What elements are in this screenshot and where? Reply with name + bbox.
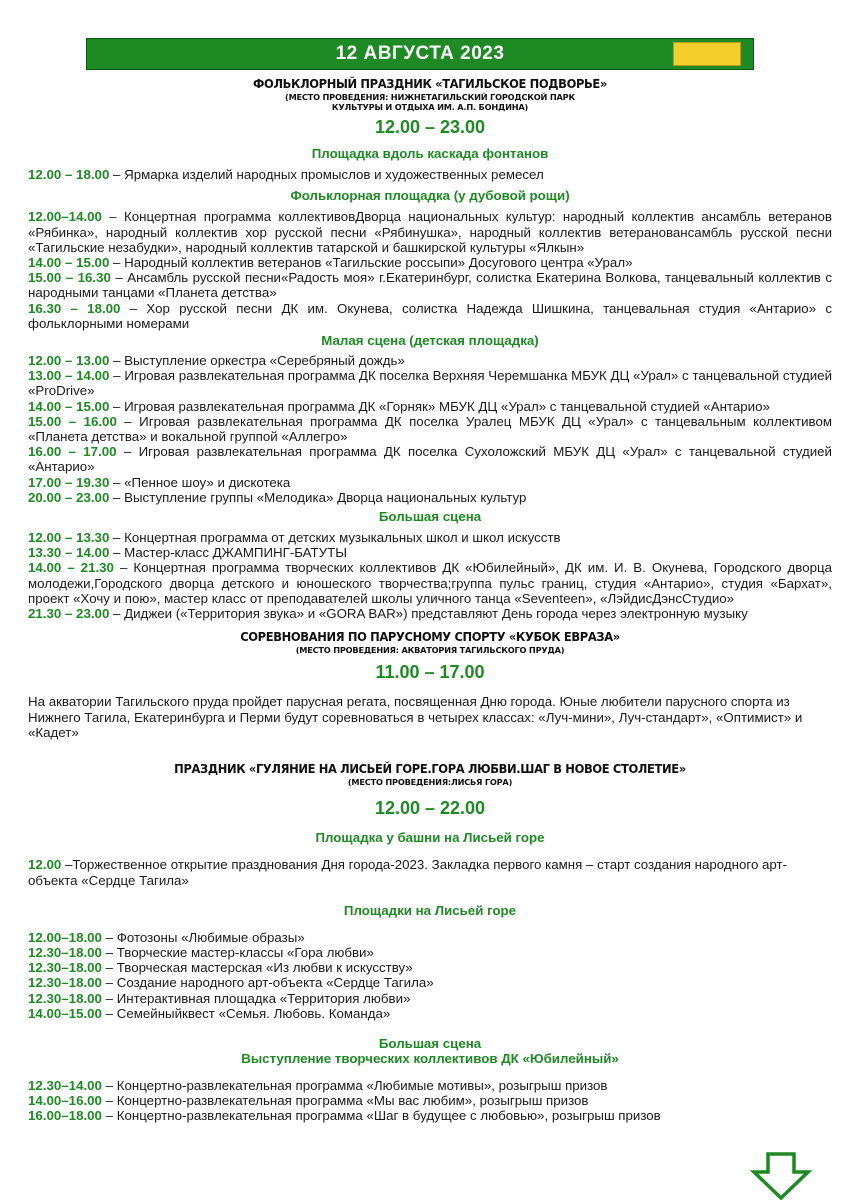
item-time: 12.30–18.00 — [28, 960, 102, 976]
item-time: 15.00 – 16.30 — [28, 270, 111, 286]
item-text: – Концертно-развлекательная программа «Любимые мотивы», розыгрыш призов — [101, 1077, 608, 1093]
event-place: КУЛЬТУРЫ И ОТДЫХА ИМ. А.П. БОНДИНА) — [331, 102, 529, 113]
schedule-item — [28, 1093, 832, 1108]
item-text: – Выступление группы «Мелодика» Дворца национальных культур — [109, 489, 527, 505]
schedule-item — [28, 1078, 832, 1093]
item-time: 15.00 – 16.00 — [28, 413, 117, 429]
schedule-item — [28, 960, 832, 975]
item-time: 14.00 – 15.00 — [28, 398, 110, 414]
schedule-item — [28, 1108, 832, 1123]
item-text: – Творческая мастерская «Из любви к искусству» — [101, 960, 413, 976]
item-text: – Народный коллектив ветеранов «Тагильские россыпи» Досугового центра «Урал» — [109, 255, 633, 271]
item-time: 12.30–14.00 — [28, 1077, 102, 1093]
schedule-item — [28, 530, 832, 545]
event-title: ПРАЗДНИК «ГУЛЯНИЕ НА ЛИСЬЕЙ ГОРЕ.ГОРА ЛЮБВИ.ШАГ В НОВОЕ СТОЛЕТИЕ» — [174, 761, 686, 777]
item-text: – Ансамбль русской песни«Радость моя» г.Екатеринбург, солистка Екатерина Волкова, танцевальный коллектив с народными танцами «Планета детства» — [28, 270, 832, 301]
item-time: 12.00–14.00 — [28, 209, 102, 225]
event-title: СОРЕВНОВАНИЯ ПО ПАРУСНОМУ СПОРТУ «КУБОК ЕВРАЗА» — [240, 629, 620, 645]
item-text: – Ярмарка изделий народных промыслов и художественных ремесел — [109, 167, 544, 183]
date-title: 12 АВГУСТА 2023 — [335, 43, 505, 64]
schedule-item — [28, 857, 832, 887]
item-time: 12.30–18.00 — [28, 944, 102, 960]
schedule-item — [28, 414, 832, 444]
venue-title: Площадка вдоль каскада фонтанов — [311, 146, 549, 162]
event-time: 12.00 – 22.00 — [374, 798, 486, 819]
item-time: 20.00 – 23.00 — [28, 489, 110, 505]
item-text: – Выступление оркестра «Серебряный дождь» — [109, 353, 405, 369]
item-text: – Хор русской песни ДК им. Окунева, солистка Надежда Шишкина, танцевальная студия «Антарио» с фольклорными номерами — [28, 300, 833, 331]
venue-subtitle: Выступление творческих коллективов ДК «Юбилейный» — [241, 1050, 619, 1066]
schedule-item — [28, 167, 832, 182]
event-title: ФОЛЬКЛОРНЫЙ ПРАЗДНИК «ТАГИЛЬСКОЕ ПОДВОРЬЕ» — [253, 76, 607, 91]
schedule-item — [28, 270, 832, 300]
schedule-item — [28, 475, 832, 490]
venue-title: Площадки на Лисьей горе — [343, 902, 517, 918]
venue-title: Большая сцена — [378, 1035, 482, 1051]
event-place: (МЕСТО ПРОВЕДЕНИЯ:ЛИСЬЯ ГОРА) — [347, 777, 513, 788]
item-time: 17.00 – 19.30 — [28, 474, 110, 490]
item-text: – Концертная программа от детских музыкальных школ и школ искусств — [109, 530, 561, 546]
venue-title: Большая сцена — [378, 509, 482, 525]
item-text: – «Пенное шоу» и дискотека — [109, 474, 291, 490]
item-time: 21.30 – 23.00 — [28, 606, 110, 622]
item-text: – Диджеи («Территория звука» и «GORA BAR») представляют День города через электронную музыку — [109, 606, 748, 622]
venue-title: Фольклорная площадка (у дубовой рощи) — [290, 188, 570, 204]
banner-accent — [673, 42, 741, 66]
schedule-item — [28, 545, 832, 560]
item-text: –Торжественное открытие празднования Дня города-2023. Закладка первого камня – старт создания народного арт-объекта «Сердце Тагила» — [28, 857, 788, 888]
item-time: 16.00–18.00 — [28, 1108, 102, 1124]
schedule-item — [28, 444, 832, 474]
schedule-item — [28, 353, 832, 368]
item-time: 12.00 – 13.30 — [28, 530, 110, 546]
event-place: (МЕСТО ПРОВЕДЕНИЯ: НИЖНЕТАГИЛЬСКИЙ ГОРОДСКОЙ ПАРК — [285, 92, 575, 103]
item-text: – Семейныйквест «Семья. Любовь. Команда» — [101, 1005, 391, 1021]
schedule-item — [28, 255, 832, 270]
item-text: – Игровая развлекательная программа ДК «Горняк» МБУК ДЦ «Урал» с танцевальной студией «Антарио» — [109, 398, 770, 414]
item-time: 16.30 – 18.00 — [28, 300, 121, 316]
event-time: 12.00 – 23.00 — [374, 117, 486, 138]
event-place: (МЕСТО ПРОВЕДЕНИЯ: АКВАТОРИЯ ТАГИЛЬСКОГО ПРУДА) — [295, 645, 565, 656]
schedule-item — [28, 945, 832, 960]
item-time: 14.00 – 21.30 — [28, 560, 114, 576]
item-text: – Творческие мастер-классы «Гора любви» — [101, 944, 374, 960]
schedule-item — [28, 991, 832, 1006]
schedule-item — [28, 606, 832, 621]
event-description: На акватории Тагильского пруда пройдет парусная регата, посвященная Дню города. Юные любители парусного спорта из Нижнего Тагила, Екатеринбурга и Перми будут соревноваться в четырех классах: «Луч-мини», Луч-стандарт», «Оптимист» и «Кадет» — [28, 694, 803, 740]
schedule-item — [28, 560, 832, 606]
schedule-item — [28, 209, 832, 255]
item-time: 14.00–15.00 — [28, 1005, 102, 1021]
item-time: 14.00–16.00 — [28, 1093, 102, 1109]
item-text: – Игровая развлекательная программа ДК поселка Верхняя Черемшанка МБУК ДЦ «Урал» с танцевальной студией «ProDrive» — [28, 368, 832, 399]
item-text: – Мастер-класс ДЖАМПИНГ-БАТУТЫ — [109, 545, 347, 561]
schedule-item — [28, 399, 832, 414]
item-text: – Концертно-развлекательная программа «Мы вас любим», розыгрыш призов — [101, 1093, 589, 1109]
date-banner — [86, 38, 754, 70]
schedule-item — [28, 930, 832, 945]
schedule-item — [28, 490, 832, 505]
item-time: 13.00 – 14.00 — [28, 368, 110, 384]
item-time: 12.00–18.00 — [28, 929, 102, 945]
item-text: – Концертная программа коллективовДворца национальных культур: народный коллектив ансамбль ветеранов «Рябинка», народный коллектив хор русской песни «Рябинушка», народный коллектив ветерановансамбль русской песни «Тагильские незабудки», народный коллектив татарской и башкирской культуры «Ялкын» — [28, 209, 832, 255]
event-time: 11.00 – 17.00 — [375, 662, 485, 683]
item-time: 16.00 – 17.00 — [28, 444, 117, 460]
item-time: 12.00 – 18.00 — [28, 167, 110, 183]
item-time: 12.00 – 13.00 — [28, 353, 110, 369]
item-time: 13.30 – 14.00 — [28, 545, 110, 561]
item-text: – Интерактивная площадка «Территория любви» — [101, 990, 411, 1006]
schedule-item — [28, 975, 832, 990]
item-text: – Концертная программа творческих коллективов ДК «Юбилейный», ДК им. И. В. Окунева, Городского дворца молодежи,Городского дворца детского и юношеского творчества;группа пульс границ, студия «Антарио», студия «Бархат», проект «Хочу и пою», мастер класс от преподавателей школы уличного танца «Seventeen», «ЛэйдисДэнсСтудио» — [28, 560, 832, 606]
item-text: – Игровая развлекательная программа ДК поселка Сухоложский МБУК ДЦ «Урал» с танцевальной студией «Антарио» — [28, 444, 832, 475]
item-text: – Игровая развлекательная программа ДК поселка Уралец МБУК ДЦ «Урал» с танцевальным коллективом «Планета детства» и вокальной группой «Аллегро» — [28, 413, 832, 445]
item-time: 12.30–18.00 — [28, 975, 102, 991]
item-time: 12.30–18.00 — [28, 990, 102, 1006]
schedule-item — [28, 301, 832, 331]
item-time: 12.00 — [28, 857, 62, 873]
item-text: – Концертно-развлекательная программа «Шаг в будущее с любовью», розыгрыш призов — [101, 1108, 661, 1124]
schedule-item — [28, 368, 832, 398]
venue-title: Малая сцена (детская площадка) — [321, 333, 539, 349]
item-time: 14.00 – 15.00 — [28, 255, 110, 271]
schedule-content — [28, 76, 832, 1124]
item-text: – Создание народного арт-объекта «Сердце Тагила» — [101, 975, 434, 991]
schedule-item — [28, 1006, 832, 1021]
item-text: – Фотозоны «Любимые образы» — [101, 929, 305, 945]
venue-title: Площадка у башни на Лисьей горе — [315, 830, 545, 846]
arrow-down-icon[interactable] — [750, 1152, 812, 1200]
